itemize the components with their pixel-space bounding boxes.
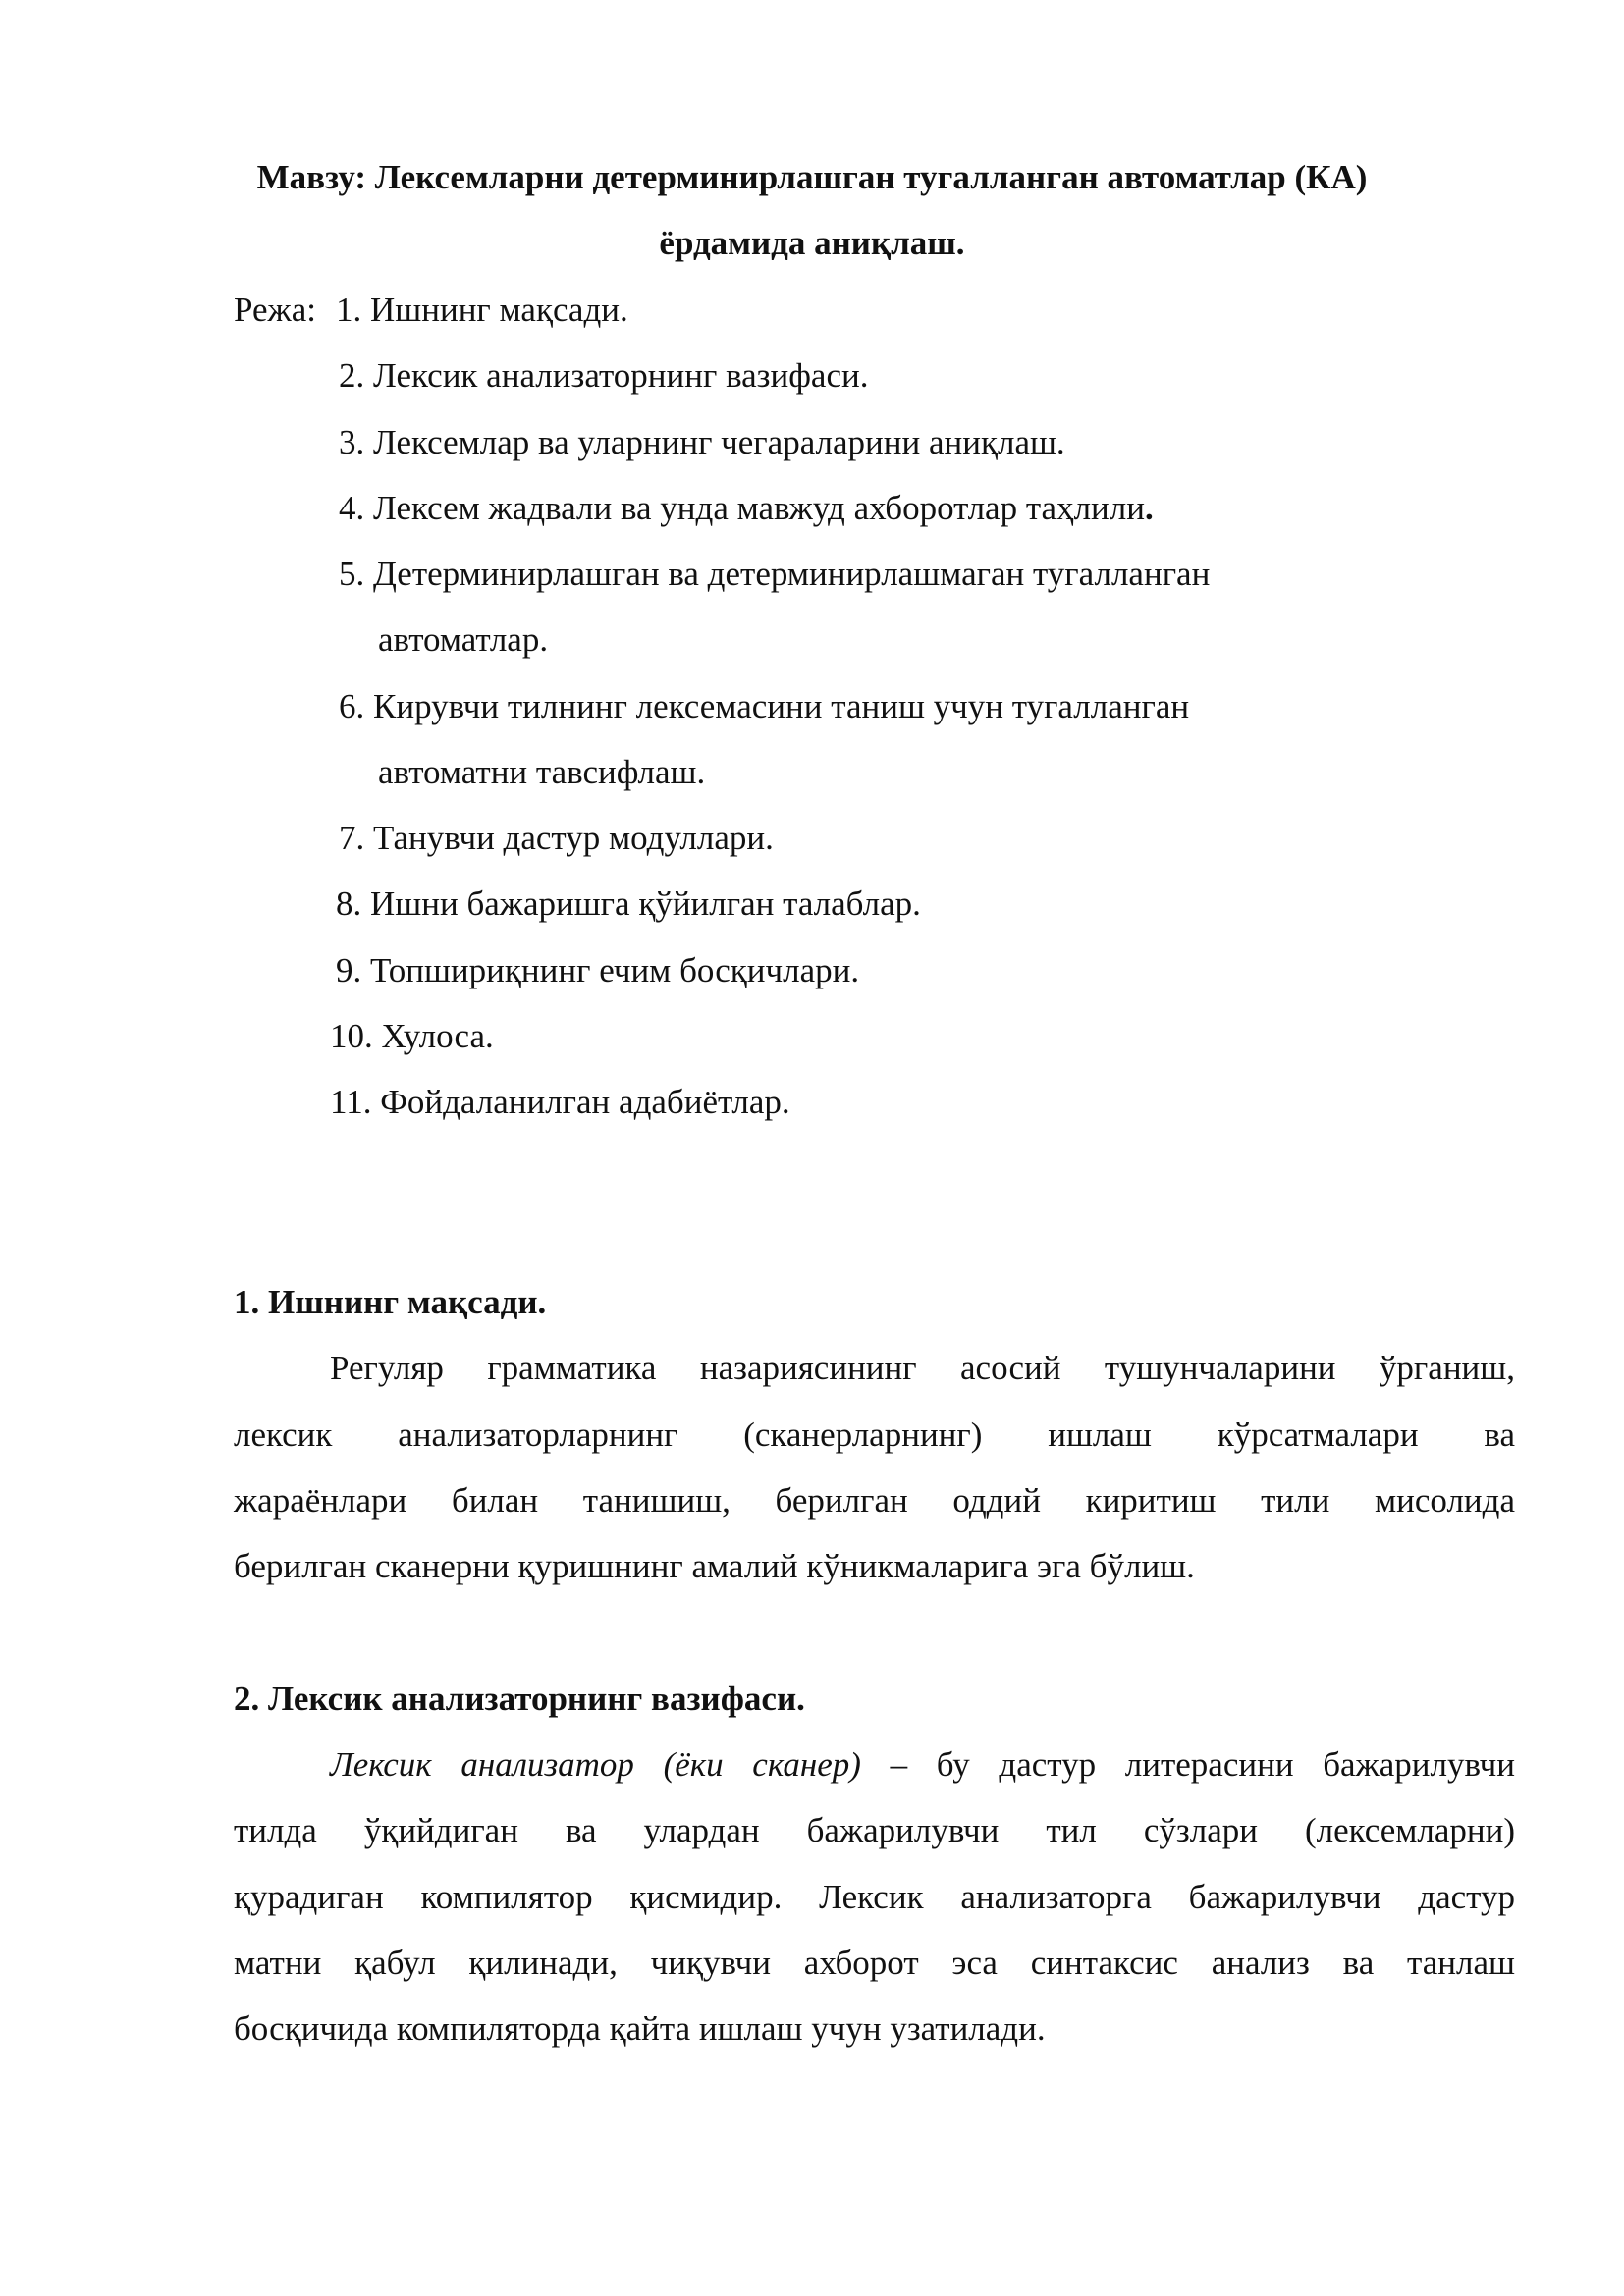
section-2-line-2: тилда ўқийдиган ва улардан бажарилувчи тил сўзлари (лексемларни) bbox=[234, 1811, 1515, 1849]
plan-label: Режа: bbox=[234, 291, 316, 329]
section-2-line-1: Лексик анализатор (ёки сканер) – бу дастур литерасини бажарилувчи bbox=[330, 1745, 1515, 1784]
section-2-line-5: босқичида компиляторда қайта ишлаш учун узатилади. bbox=[234, 2009, 1046, 2048]
plan-item-9: 9. Топшириқнинг ечим босқичлари. bbox=[336, 951, 860, 989]
plan-item-11: 11. Фойдаланилган адабиётлар. bbox=[330, 1083, 790, 1121]
plan-item-3: 3. Лексемлар ва уларнинг чегараларини аниқлаш. bbox=[339, 423, 1065, 461]
plan-item-1: 1. Ишнинг мақсади. bbox=[336, 291, 628, 329]
section-1-line-2: лексик анализаторларнинг (сканерларнинг) ишлаш кўрсатмалари ва bbox=[234, 1415, 1515, 1454]
plan-item-2: 2. Лексик анализаторнинг вазифаси. bbox=[339, 356, 869, 395]
plan-item-8: 8. Ишни бажаришга қўйилган талаблар. bbox=[336, 884, 921, 923]
plan-item-10: 10. Хулоса. bbox=[330, 1017, 494, 1055]
plan-item-7: 7. Танувчи дастур модуллари. bbox=[339, 819, 774, 857]
plan-item-5: 5. Детерминирлашган ва детерминирлашмаган тугалланган bbox=[339, 555, 1211, 593]
section-1-line-1: Регуляр грамматика назариясининг асосий тушунчаларини ўрганиш, bbox=[330, 1349, 1515, 1387]
title-line-1: Мавзу: Лексемларни детерминирлашган тугалланган автоматлар (КА) bbox=[256, 158, 1368, 196]
plan-item-6: 6. Кирувчи тилнинг лексемасини таниш учун тугалланган bbox=[339, 687, 1190, 725]
title-line-2: ёрдамида аниқлаш. bbox=[659, 224, 965, 262]
section-1-line-3: жараёнлари билан танишиш, берилган оддий киритиш тили мисолида bbox=[234, 1481, 1515, 1520]
section-2-heading: 2. Лексик анализаторнинг вазифаси. bbox=[234, 1680, 805, 1718]
plan-item-4: 4. Лексем жадвали ва унда мавжуд ахборотлар таҳлили. bbox=[339, 489, 1154, 527]
plan-item-6-cont: автоматни тавсифлаш. bbox=[378, 753, 706, 791]
section-1-line-4: берилган сканерни қуришнинг амалий кўникмаларига эга бўлиш. bbox=[234, 1547, 1195, 1585]
section-1-heading: 1. Ишнинг мақсади. bbox=[234, 1283, 547, 1321]
section-2-line-3: қурадиган компилятор қисмидир. Лексик анализаторга бажарилувчи дастур bbox=[234, 1878, 1515, 1916]
term-lexical-analyzer: Лексик анализатор (ёки сканер) bbox=[330, 1745, 861, 1784]
section-2-line-4: матни қабул қилинади, чиқувчи ахборот эса синтаксис анализ ва танлаш bbox=[234, 1944, 1515, 1982]
plan-item-5-cont: автоматлар. bbox=[378, 620, 549, 659]
